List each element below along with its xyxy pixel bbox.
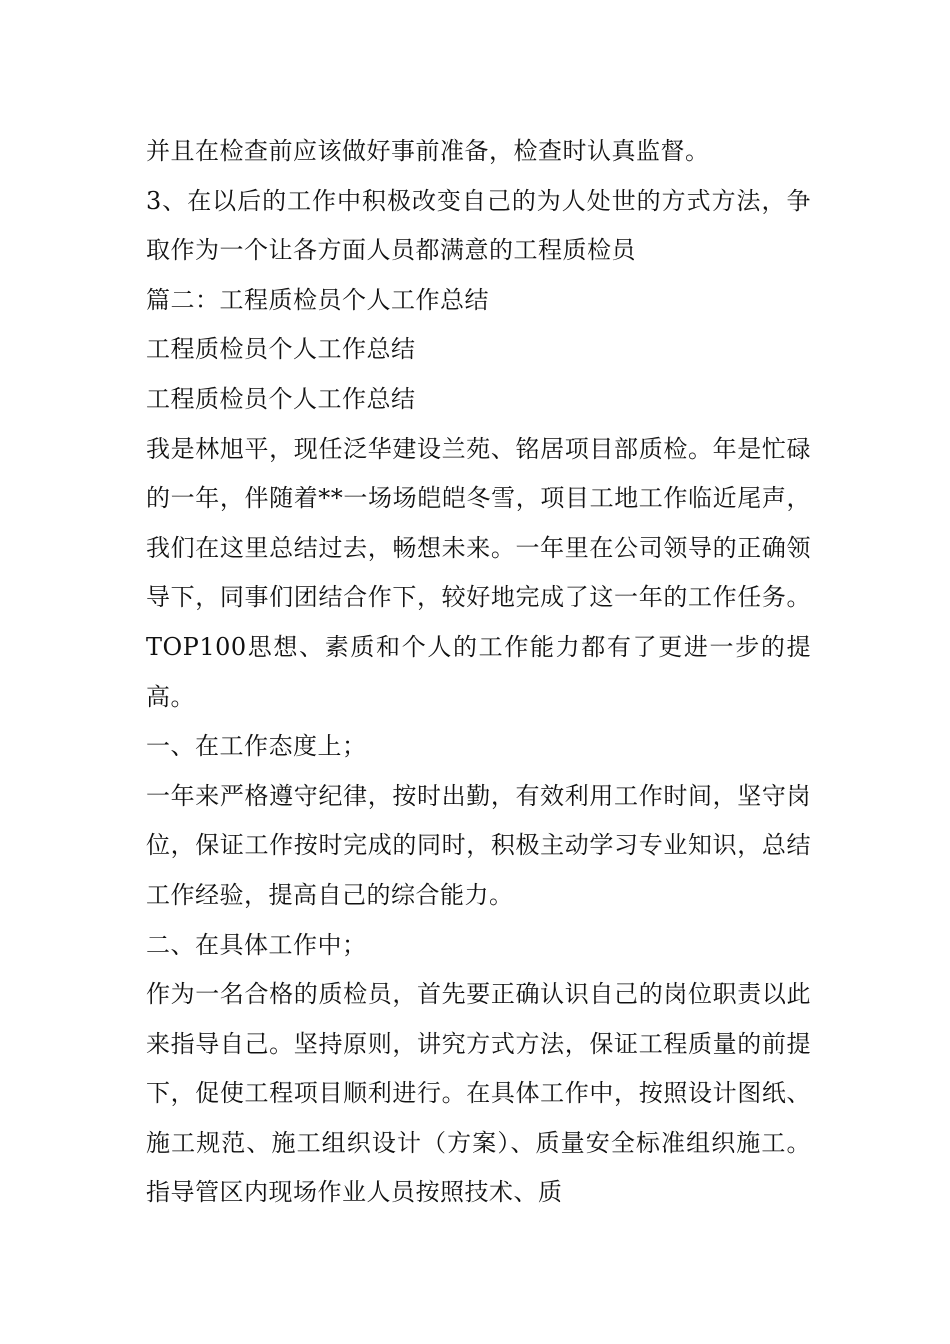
paragraph-item-3: 3、在以后的工作中积极改变自己的为人处世的方式方法，争取作为一个让各方面人员都满意的工程质检员 — [146, 186, 811, 265]
heading-specific-work: 二、在具体工作中； — [146, 930, 367, 959]
paragraph-introduction: 我是林旭平，现任泛华建设兰苑、铭居项目部质检。年是忙碌的一年，伴随着**一场场皑皑冬雪，项目工地工作临近尾声，我们在这里总结过去，畅想未来。一年里在公司领导的正确领导下，同事们团结合作下，较好地完成了这一年的工作任务。TOP100思想、素质和个人的工作能力都有了更进一步的提高。 — [146, 434, 811, 711]
paragraph-work-attitude: 一年来严格遵守纪律，按时出勤，有效利用工作时间，坚守岗位，保证工作按时完成的同时，积极主动学习专业知识，总结工作经验，提高自己的综合能力。 — [146, 781, 811, 909]
document-title: 工程质检员个人工作总结 — [146, 335, 416, 364]
document-body — [146, 127, 811, 1218]
paragraph-specific-work: 作为一名合格的质检员，首先要正确认识自己的岗位职责以此来指导自己。坚持原则，讲究方式方法，保证工程质量的前提下，促使工程项目顺利进行。在具体工作中，按照设计图纸、施工规范、施工组织设计（方案）、质量安全标准组织施工。指导管区内现场作业人员按照技术、质 — [146, 980, 811, 1207]
heading-work-attitude: 一、在工作态度上； — [146, 732, 367, 761]
document-subtitle: 工程质检员个人工作总结 — [146, 384, 416, 413]
paragraph-prep-supervision: 并且在检查前应该做好事前准备，检查时认真监督。 — [146, 137, 710, 165]
section-heading-part-two: 篇二：工程质检员个人工作总结 — [146, 285, 489, 314]
